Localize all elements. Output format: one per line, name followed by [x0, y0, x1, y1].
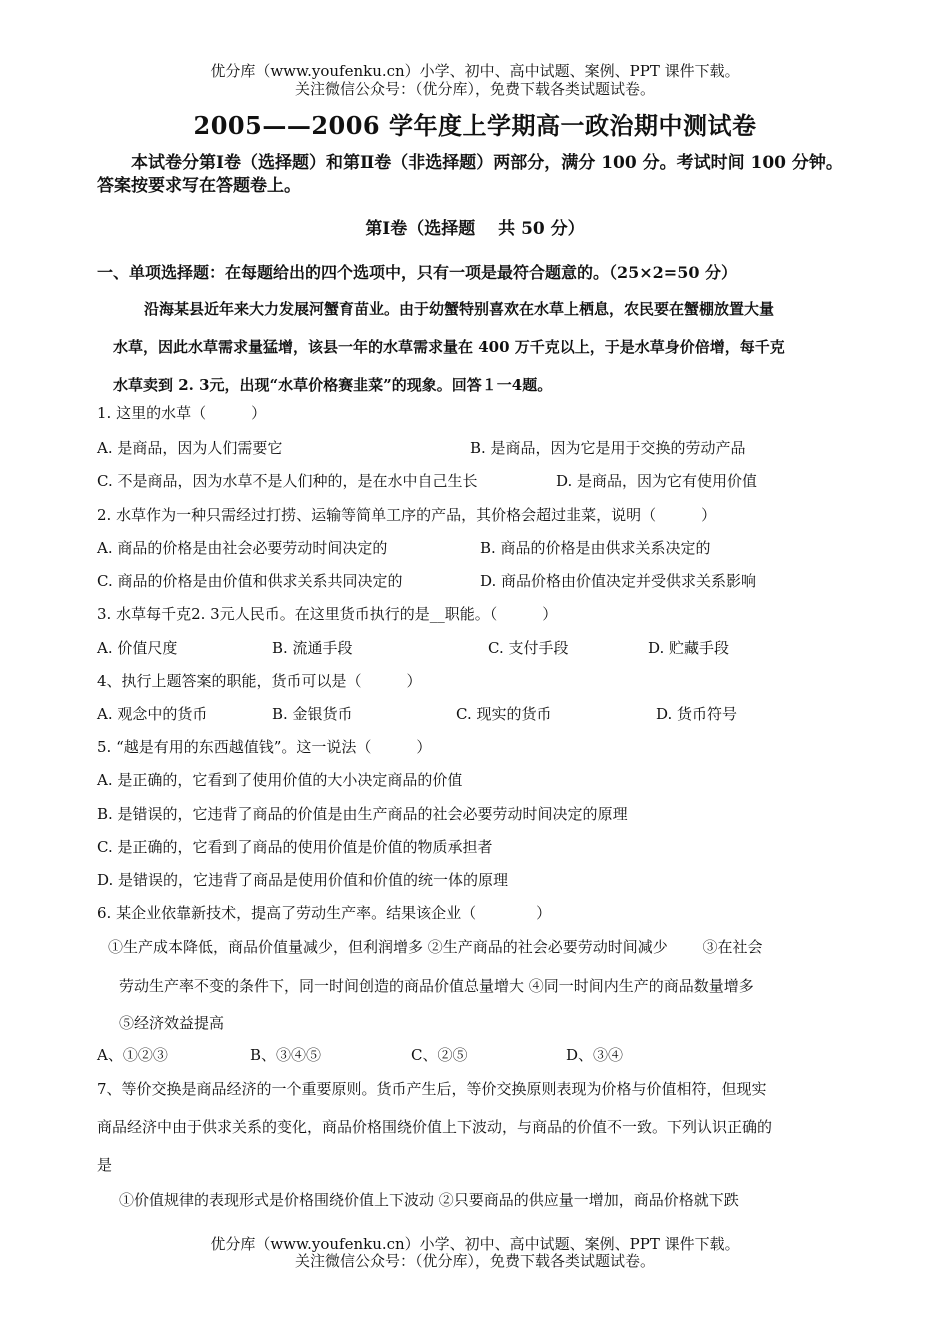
exam-title: 2005——2006 学年度上学期高一政治期中测试卷 [193, 111, 757, 140]
question-1-option-a: A. 是商品，因为人们需要它 [97, 439, 283, 457]
question-2-option-b: B. 商品的价格是由供求关系决定的 [480, 539, 711, 557]
question-7-items-line: ①价值规律的表现形式是价格围绕价值上下波动 ②只要商品的供应量一增加，商品价格就下跌 [119, 1191, 739, 1209]
footer-line-2: 关注微信公众号：（优分库），免费下载各类试题试卷。 [294, 1252, 655, 1270]
passage-line: 沿海某县近年来大力发展河蟹育苗业。由于幼蟹特别喜欢在水草上栖息，农民要在蟹棚放置大量 [144, 300, 775, 318]
question-3-option-d: D. 贮藏手段 [648, 639, 730, 657]
footer-line-1: 优分库（www.youfenku.cn）小学、初中、高中试题、案例、PPT 课件下载。 [210, 1235, 740, 1253]
question-6-option-b: B、③④⑤ [250, 1046, 322, 1064]
question-4-option-d: D. 货币符号 [656, 705, 738, 723]
question-4-option-c: C. 现实的货币 [456, 705, 552, 723]
header-line-2: 关注微信公众号：（优分库），免费下载各类试题试卷。 [294, 80, 655, 98]
question-7-stem-line: 是 [97, 1156, 113, 1174]
question-3-option-c: C. 支付手段 [488, 639, 569, 657]
question-2-stem: 2. 水草作为一种只需经过打捞、运输等简单工序的产品，其价格会超过韭菜，说明（ ） [97, 506, 717, 524]
question-6-option-a: A、①②③ [97, 1046, 168, 1064]
question-4-option-b: B. 金银货币 [272, 705, 353, 723]
question-1-stem: 1. 这里的水草（ ） [97, 404, 267, 422]
question-5-option-a: A. 是正确的，它看到了使用价值的大小决定商品的价值 [97, 771, 463, 789]
question-5-option-c: C. 是正确的，它看到了商品的使用价值是价值的物质承担者 [97, 838, 493, 856]
question-1-option-b: B. 是商品，因为它是用于交换的劳动产品 [470, 439, 746, 457]
question-4-stem: 4、执行上题答案的职能，货币可以是（ ） [97, 672, 422, 690]
question-1-option-d: D. 是商品，因为它有使用价值 [556, 472, 758, 490]
exam-intro: 本试卷分第Ⅰ卷（选择题）和第Ⅱ卷（非选择题）两部分，满分 100 分。考试时间 100 分钟。答案按要求写在答题卷上。 [97, 153, 843, 196]
question-6-stem: 6. 某企业依靠新技术，提高了劳动生产率。结果该企业（ ） [97, 904, 552, 922]
question-4-option-a: A. 观念中的货币 [97, 705, 208, 723]
question-1-option-c: C. 不是商品，因为水草不是人们种的，是在水中自己生长 [97, 472, 478, 490]
question-7-stem-line: 7、等价交换是商品经济的一个重要原则。货币产生后，等价交换原则表现为价格与价值相符，但现实 [97, 1080, 767, 1098]
question-3-stem: 3. 水草每千克2. 3元人民币。在这里货币执行的是__职能。（ ） [97, 605, 558, 623]
question-5-option-b: B. 是错误的，它违背了商品的价值是由生产商品的社会必要劳动时间决定的原理 [97, 805, 628, 823]
question-3-option-a: A. 价值尺度 [97, 639, 178, 657]
question-5-option-d: D. 是错误的，它违背了商品是使用价值和价值的统一体的原理 [97, 871, 509, 889]
part-title: 一、单项选择题：在每题给出的四个选项中，只有一项是最符合题意的。（25×2=50 分） [97, 263, 738, 282]
question-6-items-line: ⑤经济效益提高 [119, 1014, 225, 1032]
question-6-items-line: 劳动生产率不变的条件下，同一时间创造的商品价值总量增大 ④同一时间内生产的商品数量增多 [119, 977, 754, 995]
question-3-option-b: B. 流通手段 [272, 639, 353, 657]
passage-line: 水草卖到 2. 3元，出现“水草价格赛韭菜”的现象。回答１一4题。 [113, 376, 553, 394]
question-5-stem: 5. “越是有用的东西越值钱”。这一说法（ ） [97, 738, 432, 756]
question-2-option-c: C. 商品的价格是由价值和供求关系共同决定的 [97, 572, 403, 590]
header-line-1: 优分库（www.youfenku.cn）小学、初中、高中试题、案例、PPT 课件下载。 [210, 62, 740, 80]
question-6-option-d: D、③④ [566, 1046, 624, 1064]
question-6-option-c: C、②⑤ [411, 1046, 468, 1064]
section-title: 第Ⅰ卷（选择题 共 50 分） [365, 219, 585, 239]
reading-passage [97, 290, 857, 404]
passage-line: 水草，因此水草需求量猛增，该县一年的水草需求量在 400 万千克以上，于是水草身价倍增，每千克 [113, 338, 785, 356]
question-2-option-d: D. 商品价格由价值决定并受供求关系影响 [480, 572, 757, 590]
question-6-items-line: ①生产成本降低，商品价值量减少，但利润增多 ②生产商品的社会必要劳动时间减少 ③在社会 [108, 938, 763, 956]
question-2-option-a: A. 商品的价格是由社会必要劳动时间决定的 [97, 539, 388, 557]
question-7-stem-line: 商品经济中由于供求关系的变化，商品价格围绕价值上下波动，与商品的价值不一致。下列认识正确的 [97, 1118, 773, 1136]
